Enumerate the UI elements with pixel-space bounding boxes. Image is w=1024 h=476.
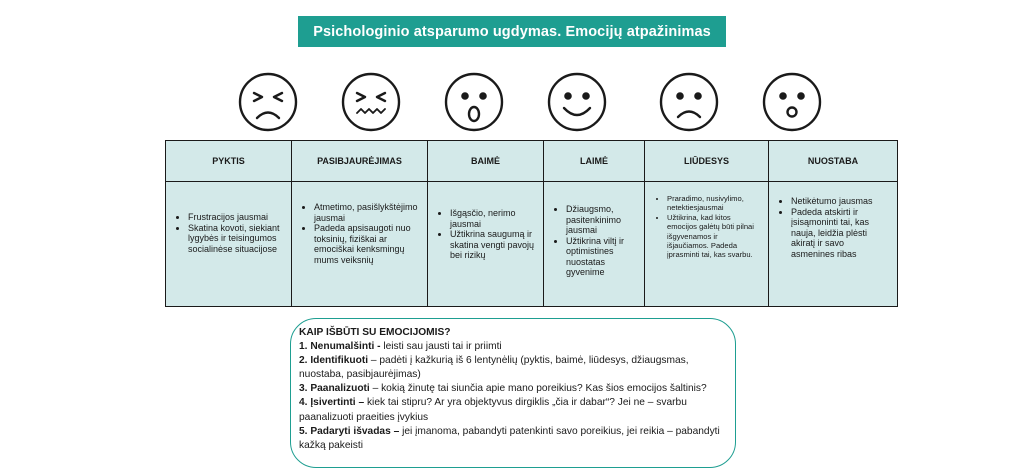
list-item: • Užtikrina, kad kitos emocijos galėtų būti pilnai išgyvenamos ir išjaučiamos. Padeda įprasminti tai, kas svarbu. <box>667 213 760 260</box>
tip-step <box>299 425 725 453</box>
tip-step-label: 2. Identifikuoti <box>299 355 369 367</box>
tip-step-label: 4. Įsivertinti – <box>299 397 365 409</box>
disgust-face-icon <box>340 70 402 134</box>
emotion-header: LAIMĖ <box>544 141 645 182</box>
list-item: • Išgąsčio, nerimo jausmai <box>450 208 535 229</box>
list-item: • Padeda apsisaugoti nuo toksinių, fiziškai ar emociškai kenksmingų mums veiksnių <box>314 223 419 265</box>
list-item: • Užtikrina saugumą ir skatina vengti pavojų bei rizikų <box>450 229 535 261</box>
tips-heading: KAIP IŠBŪTI SU EMOCIJOMIS? <box>299 327 451 338</box>
sad-face-icon <box>658 70 720 134</box>
table-header-row <box>166 141 898 182</box>
list-item: • Atmetimo, pasišlykštėjimo jausmai <box>314 202 419 223</box>
emotion-description-cell <box>166 182 292 307</box>
emotion-description-cell <box>428 182 544 307</box>
emotion-header: PYKTIS <box>166 141 292 182</box>
tip-step <box>299 382 725 396</box>
tip-step-text: – padėti į kažkurią iš 6 lentynėlių (pyktis, baimė, liūdesys, džiaugsmas, nuostaba, pasibjaurėjimas) <box>299 355 689 381</box>
tip-step <box>299 354 725 382</box>
emotion-items-list <box>645 194 760 260</box>
list-item: • Skatina kovoti, siekiant lygybės ir teisingumos socialinėse situacijose <box>188 223 285 255</box>
emotion-faces-row <box>0 70 1024 140</box>
angry-face-icon <box>237 70 299 134</box>
fear-face-icon <box>443 70 505 134</box>
emotion-items-list <box>544 204 638 278</box>
tip-step-label: 5. Padaryti išvadas – <box>299 425 400 437</box>
emotion-items-list <box>166 212 285 254</box>
list-item: • Užtikrina viltį ir optimistines nuostatas gyvenime <box>566 236 638 278</box>
tip-step-text: jei įmanoma, pabandyti patenkinti savo poreikius, jei reikia – pabandyti kažką pakeisti <box>299 425 720 451</box>
tip-step <box>299 340 725 354</box>
surprise-face-icon <box>761 70 823 134</box>
emotion-header: PASIBJAURĖJIMAS <box>292 141 428 182</box>
list-item: • Praradimo, nusivylimo, netektiesjausmai <box>667 194 760 213</box>
tip-step <box>299 396 725 424</box>
emotion-items-list <box>428 208 535 261</box>
tip-step-label: 3. Paanalizuoti <box>299 383 370 395</box>
emotion-header: LIŪDESYS <box>645 141 769 182</box>
list-item: • Frustracijos jausmai <box>188 212 285 223</box>
tip-step-text: – kokią žinutę tai siunčia apie mano poreikius? Kas šios emocijos šaltinis? <box>369 383 707 395</box>
page-title: Psichologinio atsparumo ugdymas. Emocijų atpažinimas <box>298 16 726 47</box>
list-item: • Padeda atskirti ir įsisąmoninti tai, kas nauja, leidžia plėsti akiratį ir savo asmenines ribas <box>791 207 887 260</box>
tip-step-text: kiek tai stipru? Ar yra objektyvus dirgiklis „čia ir dabar“? Jei ne – svarbu paanalizuoti praeities įvykius <box>299 397 687 423</box>
list-item: • Džiaugsmo, pasitenkinimo jausmai <box>566 204 638 236</box>
table-body-row <box>166 182 898 307</box>
happy-face-icon <box>546 70 608 134</box>
coping-tips-box <box>290 318 736 468</box>
emotion-description-cell <box>544 182 645 307</box>
emotion-description-cell <box>292 182 428 307</box>
emotion-header: BAIMĖ <box>428 141 544 182</box>
emotion-items-list <box>769 196 887 259</box>
emotions-table <box>165 140 898 307</box>
emotion-description-cell <box>645 182 769 307</box>
emotion-header: NUOSTABA <box>769 141 898 182</box>
emotion-items-list <box>292 202 419 265</box>
list-item: • Netikėtumo jausmas <box>791 196 887 207</box>
emotion-description-cell <box>769 182 898 307</box>
tip-step-text: leisti sau jausti tai ir priimti <box>380 341 502 353</box>
tip-step-label: 1. Nenumalšinti - <box>299 341 381 353</box>
